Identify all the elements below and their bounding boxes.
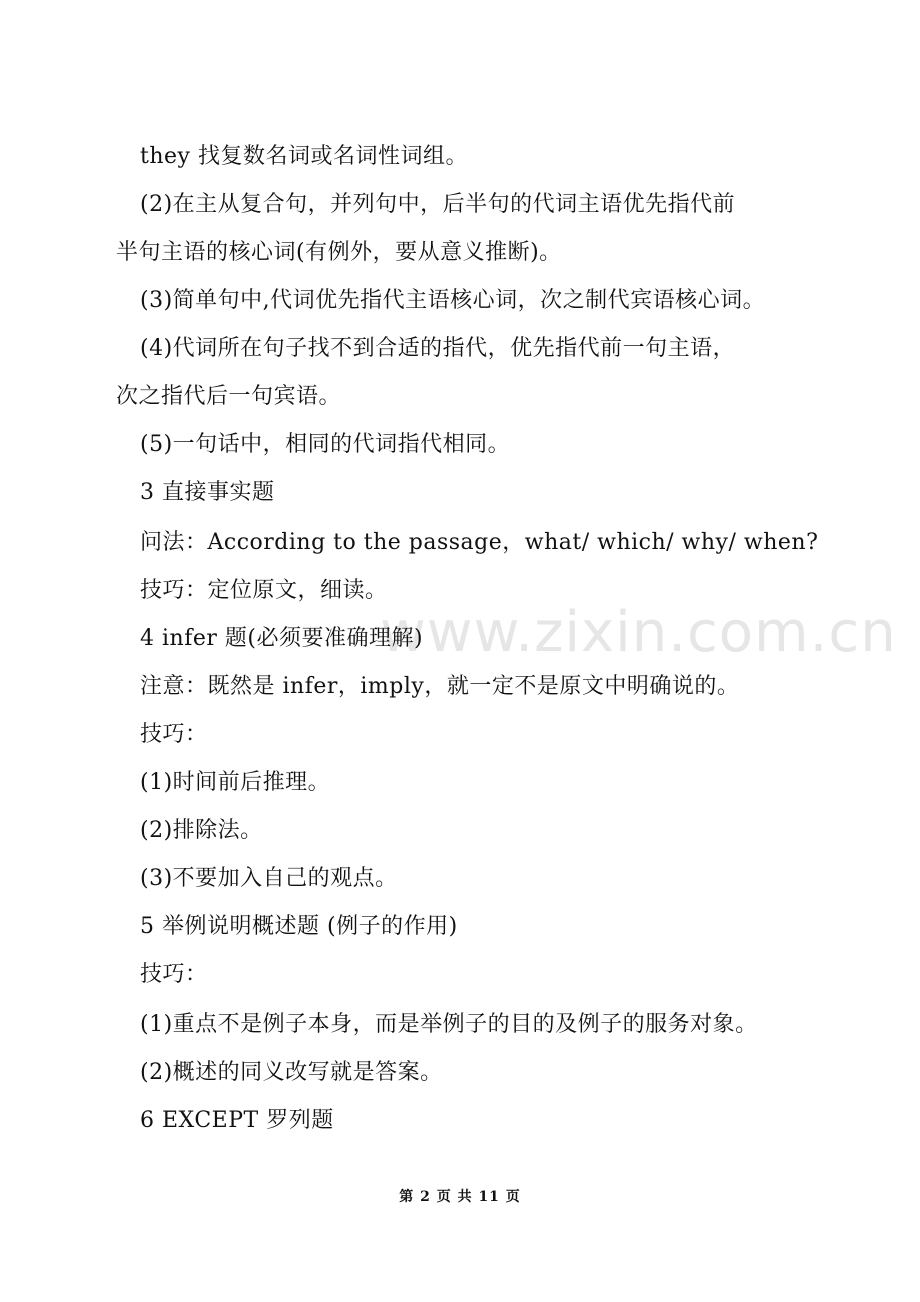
text-line: (2)排除法。 bbox=[140, 818, 263, 843]
text-line: 技巧： bbox=[140, 722, 208, 747]
text-line: (3)不要加入自己的观点。 bbox=[140, 866, 398, 891]
text-line: 次之指代后一句宾语。 bbox=[116, 384, 342, 409]
text-line: 注意：既然是 infer，imply，就一定不是原文中明确说的。 bbox=[140, 674, 740, 699]
text-line: (5)一句话中，相同的代词指代相同。 bbox=[140, 432, 511, 457]
text-line: 半句主语的核心词(有例外，要从意义推断)。 bbox=[116, 240, 562, 265]
section-heading: 5 举例说明概述题 (例子的作用) bbox=[140, 914, 458, 939]
watermark: www.zixin.com.cn bbox=[380, 600, 897, 665]
text-line: 技巧： bbox=[140, 962, 208, 987]
page-footer: 第 2 页 共 11 页 bbox=[399, 1189, 521, 1205]
text-line: (3)简单句中,代词优先指代主语核心词，次之制代宾语核心词。 bbox=[140, 288, 766, 313]
text-line: (1)时间前后推理。 bbox=[140, 770, 331, 795]
text-line: (2)概述的同义改写就是答案。 bbox=[140, 1060, 443, 1085]
text-line: 问法：According to the passage，what/ which/ why/ when? bbox=[140, 530, 819, 555]
text-line: (2)在主从复合句，并列句中，后半句的代词主语优先指代前 bbox=[140, 192, 736, 217]
section-heading: 6 EXCEPT 罗列题 bbox=[140, 1108, 334, 1133]
text-line: (1)重点不是例子本身，而是举例子的目的及例子的服务对象。 bbox=[140, 1012, 758, 1037]
text-line: (4)代词所在句子找不到合适的指代，优先指代前一句主语， bbox=[140, 336, 736, 361]
text-line: 技巧：定位原文，细读。 bbox=[140, 578, 388, 603]
section-heading: 4 infer 题(必须要准确理解) bbox=[140, 626, 424, 651]
section-heading: 3 直接事实题 bbox=[140, 480, 275, 505]
text-line: they 找复数名词或名词性词组。 bbox=[140, 144, 468, 169]
